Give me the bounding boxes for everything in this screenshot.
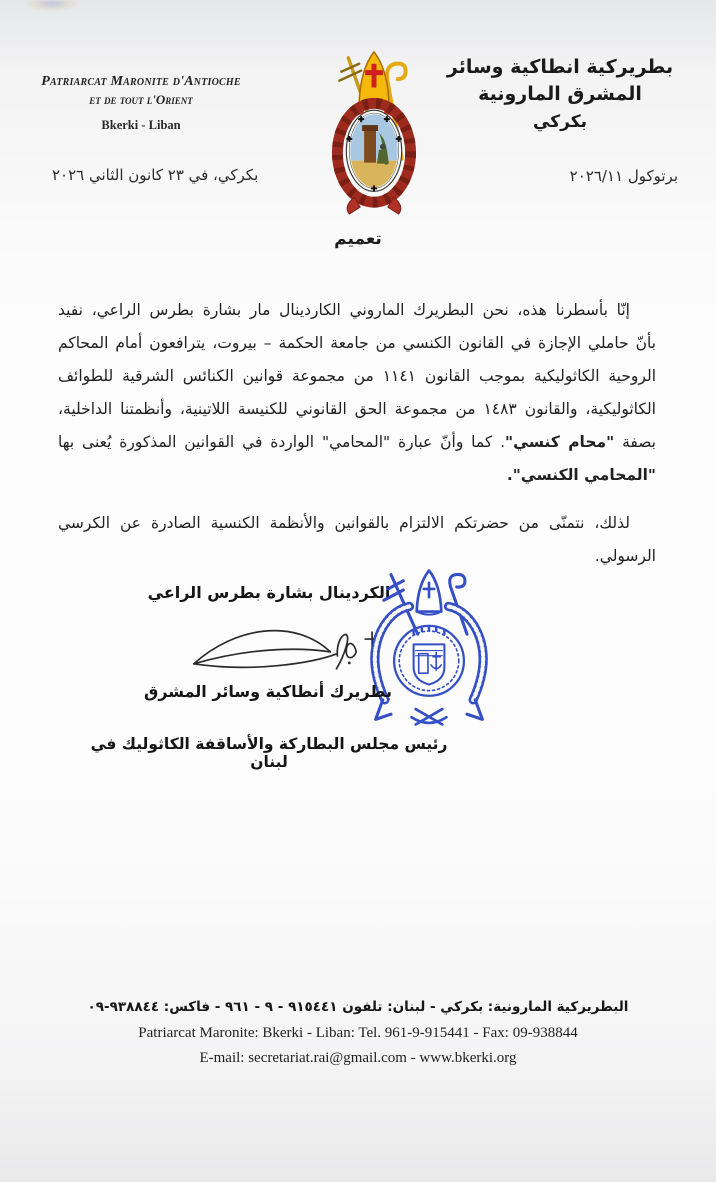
- seal-ribbon-cross: [412, 709, 447, 724]
- body-text: بصفة: [614, 433, 656, 451]
- signature-swoosh: [194, 631, 331, 664]
- body-line: [58, 426, 656, 459]
- seal-ribbon-left: [376, 700, 391, 720]
- photo-artifact: [26, 0, 78, 11]
- signatory-name: الكردينال بشارة بطرس الراعي: [147, 583, 391, 602]
- blue-seal-svg: [352, 558, 506, 738]
- body-line: بأنّ حاملي الإجازة في القانون الكنسي من جامعة الحكمة – بيروت، يترافعون أمام المحاكم: [58, 334, 656, 352]
- signatory-title-1: بطريرك أنطاكية وسائر المشرق: [144, 682, 392, 701]
- body-line: إنّا بأسطرنا هذه، نحن البطريرك الماروني الكاردينال مار بشارة بطرس الراعي، نفيد: [58, 301, 630, 319]
- org-name-french-block: [8, 74, 274, 133]
- signature-underline: [194, 654, 337, 667]
- body-line: لذلك، نتمنّى من حضرتكم الالتزام بالقوانين والأنظمة الكنسية الصادرة عن الكرسي: [58, 514, 630, 532]
- footer-email-web: E-mail: secretariat.rai@gmail.com - www.bkerki.org: [199, 1050, 517, 1066]
- org-name-arabic-block: [414, 54, 706, 132]
- body-line: "المحامي الكنسي".: [506, 466, 656, 484]
- signatory-title-2: رئيس مجلس البطاركة والأساقفة الكاثوليك في لبنان: [90, 735, 448, 771]
- letter-body: [58, 294, 656, 573]
- letter-date: بكركي، في ٢٣ كانون الثاني ٢٠٢٦: [52, 166, 259, 184]
- org-name-fr-line1: Patriarcat Maronite d'Antioche: [41, 74, 241, 89]
- patriarchate-crest-icon: [322, 42, 426, 220]
- seal-mitre-cross: [424, 583, 434, 597]
- emphasized-term: "محام كنسي": [505, 433, 615, 451]
- coat-of-arms-svg: [322, 42, 426, 220]
- org-name-fr-line2: et de tout l'Orient: [89, 92, 193, 107]
- org-name-ar: بطريركية انطاكية وسائر المشرق المارونية: [446, 56, 674, 105]
- footer-contact-french: Patriarcat Maronite: Bkerki - Liban: Tel. 961-9-915441 - Fax: 09-938844: [138, 1025, 578, 1041]
- org-location-fr: Bkerki - Liban: [101, 118, 181, 132]
- body-line: الكاثوليكية، والقانون ١٤٨٣ من مجموعة الحق القانوني للكنيسة اللاتينية، وأنظمتنا الداخلية،: [58, 400, 656, 418]
- signature-dot: [348, 661, 351, 664]
- paragraph-1: [58, 294, 656, 492]
- org-location-ar: بكركي: [533, 112, 587, 133]
- seal-ribbon-right: [467, 700, 482, 720]
- body-text: . كما وأنّ عبارة "المحامي" الواردة في القوانين المذكورة يُعنى بها: [58, 433, 505, 451]
- body-line: الروحية الكاثوليكية بموجب القانون ١١٤١ من مجموعة قوانين الكنائس الشرقية للطوائف: [58, 367, 657, 385]
- seal-stamp-icon: [352, 558, 506, 738]
- protocol-number: برتوكول ٢٠٢٦/١١: [569, 167, 678, 185]
- body-line: الرسولي.: [594, 547, 656, 565]
- footer-contact-arabic: البطريركية المارونية: بكركي - لبنان: تلفون ٩١٥٤٤١ - ٩ - ٩٦١ - فاكس: ٩٣٨٨٤٤-٠٩: [87, 999, 629, 1015]
- letter-title: تعميم: [334, 229, 382, 249]
- seal-tower: [419, 654, 428, 674]
